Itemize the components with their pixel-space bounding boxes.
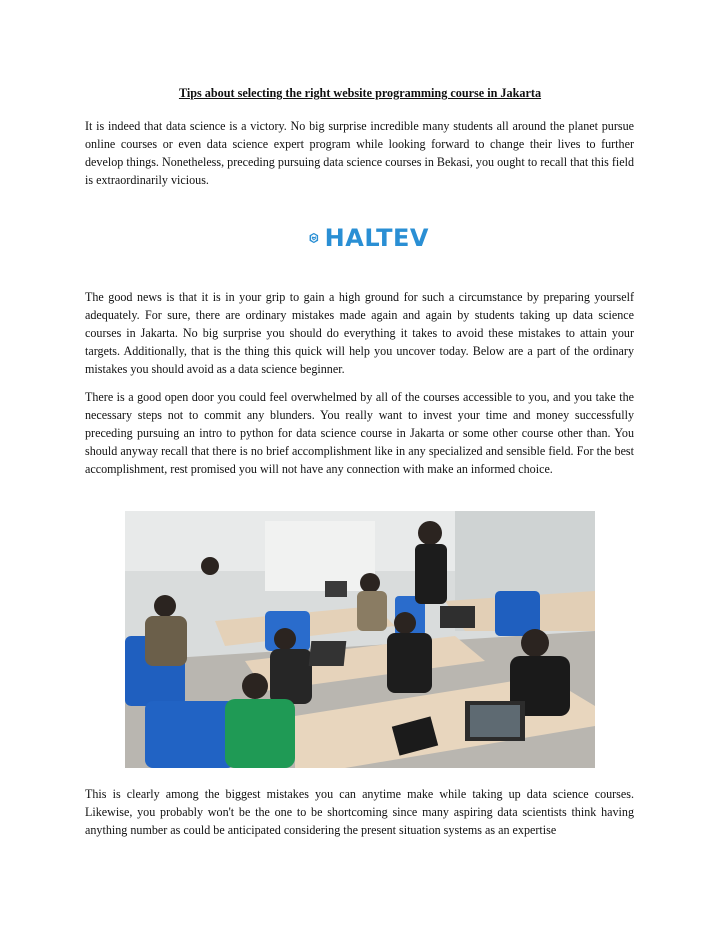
paragraph-1: It is indeed that data science is a victory. No big surprise incredible many students all around the planet pursue online courses or even data science expert program while looking forward to change their lives to further develop things. Nonetheless, preceding pursuing data science courses in Bekasi, you ought to recall that this field is extraordinarily vicious. — [85, 119, 634, 187]
logo-text: HALTEV — [324, 224, 429, 252]
paragraph-3: There is a good open door you could feel overwhelmed by all of the courses accessible to you, and you take the necessary steps not to commit any blunders. You really want to invest your time and money successfully preceding pursuing an intro to python for data science course in Jakarta or some other course other than. You should anyway recall that there is no brief accomplishment like in any specialized and sensible field. For the best accomplishment, rest promised you will not have any connection with make an informed choice. — [85, 390, 634, 476]
paragraph-4: This is clearly among the biggest mistakes you can anytime make while taking up data science courses. Likewise, you probably won't be the one to be shortcoming since many aspiring data scientists think having anything number as could be anticipated considering the present situation systems as an expertise — [85, 787, 634, 837]
haltev-logo — [309, 218, 429, 258]
document-title: Tips about selecting the right website programming course in Jakarta — [178, 86, 542, 100]
fox-head-hexagon-icon — [309, 219, 319, 257]
classroom-photo — [125, 511, 595, 768]
paragraph-2: The good news is that it is in your grip to gain a high ground for such a circumstance by preparing yourself adequately. For sure, there are ordinary mistakes made again and again by students taking up data science courses in Jakarta. No big surprise you should do everything it takes to avoid these mistakes to attain your targets. Additionally, that is the thing this quick will help you uncover today. Below are a part of the ordinary mistakes you should avoid as a data science beginner. — [85, 290, 634, 376]
